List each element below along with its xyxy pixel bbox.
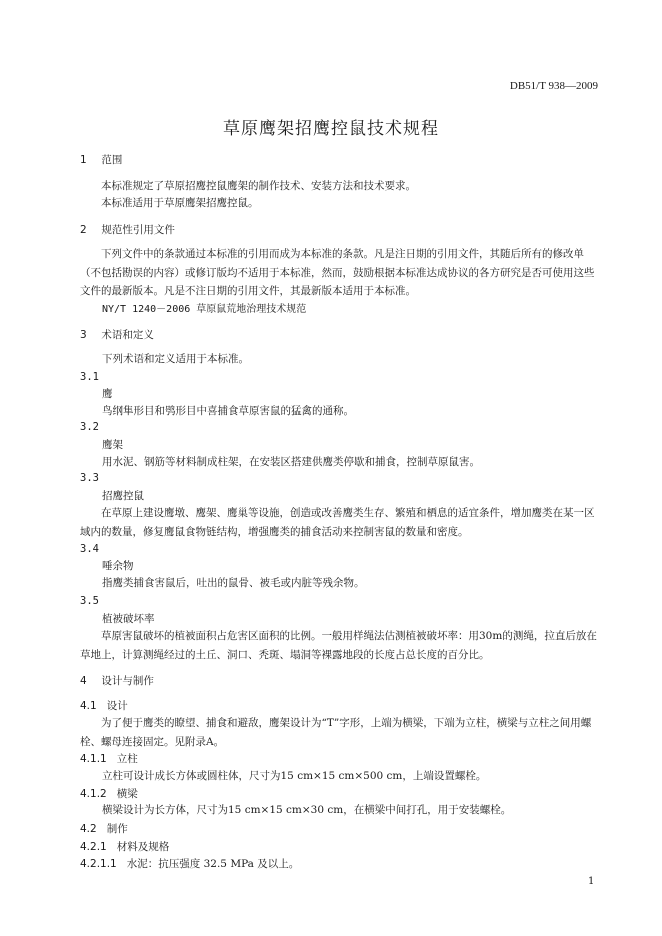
- term-name: 招鹰控鼠: [102, 490, 144, 502]
- section-number: 4: [80, 675, 87, 687]
- section-2-paragraph: 下列文件中的条款通过本标准的引用而成为本标准的条款。凡是注日期的引用文件，其随后所有的修改单（不包括勘误的内容）或修订版均不适用于本标准，然而，鼓励根据本标准达成协议的各方研究是否可使用这些文件的最新版本。凡是不注日期的引用文件，其最新版本适用于本标准。: [80, 248, 595, 297]
- term-number: 3.3: [80, 472, 99, 484]
- clause-4-2-1-1: [80, 856, 299, 871]
- section-2-heading: [80, 222, 175, 237]
- subsection-4-2-1-heading: [80, 839, 169, 854]
- subsection-title: 横梁: [116, 788, 138, 800]
- subsection-number: 4.1.2: [80, 788, 107, 800]
- subsection-number: 4.2: [80, 823, 97, 835]
- term-number: 3.1: [80, 371, 99, 383]
- term-definition: 鸟纲隼形目和鸮形目中喜捕食草原害鼠的猛禽的通称。: [102, 405, 354, 417]
- term-definition: 用水泥、钢筋等材料制成柱架，在安装区搭建供鹰类停歇和捕食，控制草原鼠害。: [102, 456, 480, 468]
- subsection-4-1-heading: [80, 698, 128, 713]
- clause-number: 4.2.1.1: [80, 858, 117, 870]
- section-title: 设计与制作: [101, 675, 154, 687]
- subsection-4-1-1-heading: [80, 751, 138, 766]
- section-title: 范围: [101, 154, 123, 166]
- normative-reference: NY/T 1240－2006 草原鼠荒地治理技术规范: [102, 304, 307, 315]
- section-title: 规范性引用文件: [101, 224, 175, 236]
- subsection-4-1-2-heading: [80, 786, 138, 801]
- subsection-number: 4.1: [80, 700, 97, 712]
- section-1-heading: [80, 152, 122, 167]
- section-3-heading: [80, 327, 154, 342]
- term-definition: 草原害鼠破坏的植被面积占危害区面积的比例。一般用样绳法估测植被破坏率：用30m的测绳，拉直后放在草地上，计算测绳经过的土丘、洞口、秃斑、塌洞等裸露地段的长度占总长度的百分比。: [80, 630, 597, 661]
- section-1-paragraph-2: 本标准适用于草原鹰架招鹰控鼠。: [101, 197, 259, 209]
- subsection-4-1-paragraph: 为了便于鹰类的瞭望、捕食和避敌，鹰架设计为“T”字形，上端为横梁，下端为立柱，横梁与立柱之间用螺栓、螺母连接固定。见附录A。: [80, 717, 592, 748]
- subsection-title: 材料及规格: [116, 841, 170, 853]
- subsection-number: 4.1.1: [80, 753, 107, 765]
- subsection-number: 4.2.1: [80, 841, 107, 853]
- term-definition: 在草原上建设鹰墩、鹰架、鹰巢等设施，创造或改善鹰类生存、繁殖和栖息的适宜条件，增加鹰类在某一区域内的数量，修复鹰鼠食物链结构，增强鹰类的捕食活动来控制害鼠的数量和密度。: [80, 507, 595, 538]
- subsection-title: 立柱: [116, 753, 138, 765]
- section-number: 3: [80, 329, 87, 341]
- section-number: 1: [80, 154, 87, 166]
- term-number: 3.2: [80, 421, 99, 433]
- page-title: 草原鹰架招鹰控鼠技术规程: [223, 119, 439, 139]
- term-number: 3.4: [80, 543, 99, 555]
- clause-text: 水泥：抗压强度 32.5 MPa 及以上。: [126, 858, 300, 870]
- term-definition: 指鹰类捕食害鼠后，吐出的鼠骨、被毛或内脏等残余物。: [102, 577, 365, 589]
- term-name: 唾余物: [102, 560, 134, 572]
- section-3-intro: 下列术语和定义适用于本标准。: [102, 353, 249, 365]
- subsection-title: 设计: [106, 700, 128, 712]
- document-code: DB51/T 938—2009: [509, 80, 598, 92]
- section-1-paragraph-1: 本标准规定了草原招鹰控鼠鹰架的制作技术、安装方法和技术要求。: [101, 180, 416, 192]
- term-name: 鹰架: [102, 439, 123, 451]
- subsection-title: 制作: [106, 823, 128, 835]
- page-number: 1: [588, 876, 595, 887]
- term-name: 鹰: [102, 388, 113, 400]
- term-number: 3.5: [80, 595, 99, 607]
- subsection-4-2-heading: [80, 821, 128, 836]
- subsection-4-1-1-paragraph: 立柱可设计成长方体或圆柱体，尺寸为15 cm×15 cm×500 cm，上端设置螺栓。: [102, 770, 487, 782]
- subsection-4-1-2-paragraph: 横梁设计为长方体，尺寸为15 cm×15 cm×30 cm，在横梁中间打孔，用于安装螺栓。: [102, 804, 512, 816]
- term-name: 植被破坏率: [102, 613, 155, 625]
- section-4-heading: [80, 673, 154, 688]
- section-number: 2: [80, 224, 87, 236]
- section-title: 术语和定义: [101, 329, 154, 341]
